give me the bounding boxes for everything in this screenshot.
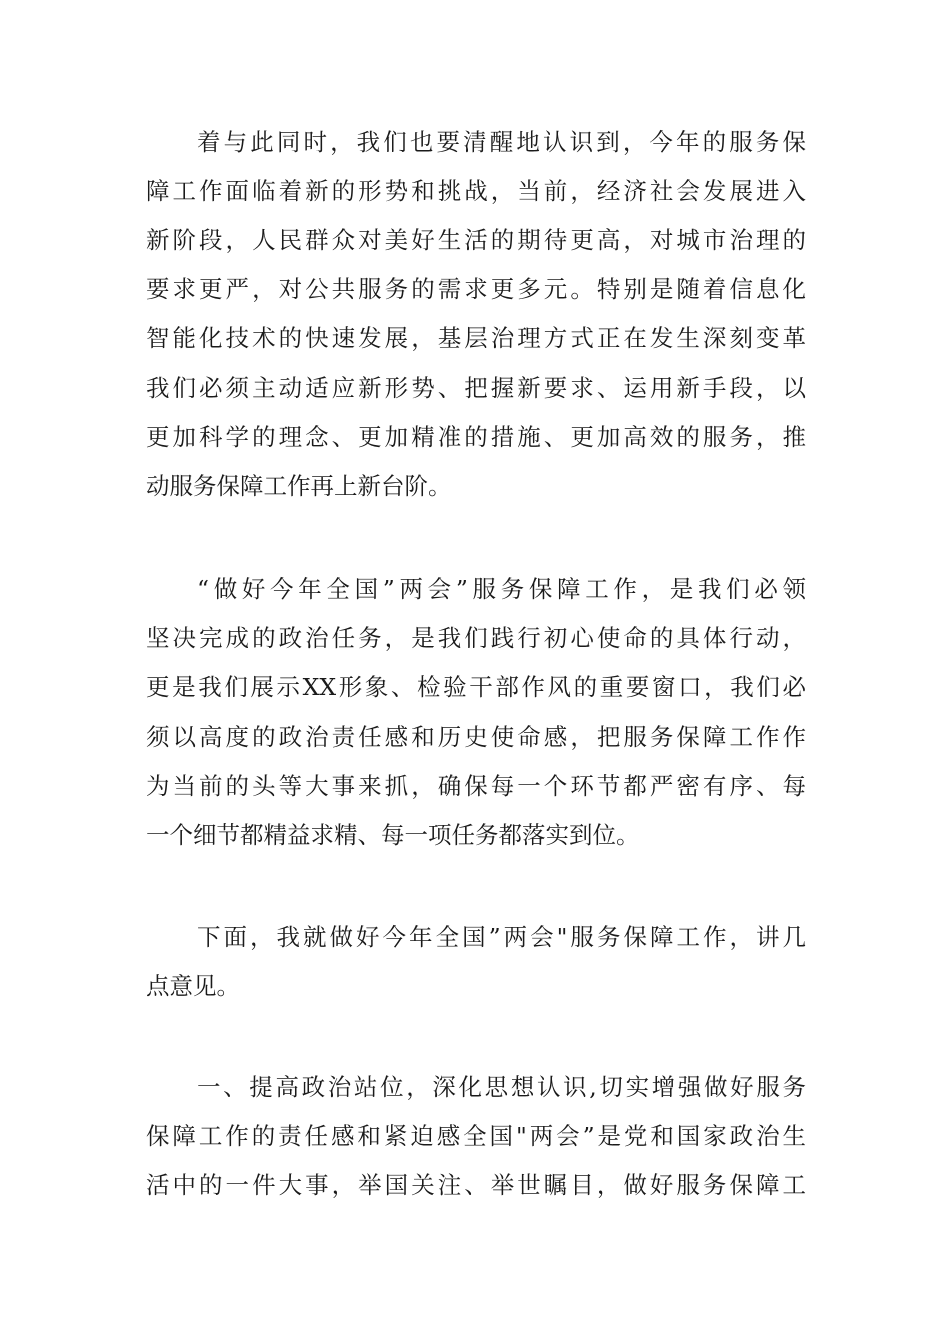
paragraph-3-line-2: 点意见。 [146,972,240,1000]
paragraph-2-line-6: 一个细节都精益求精、每一项任务都落实到位。 [146,821,640,849]
paragraph-2-line-3: 更是我们展示XX形象、检验干部作风的重要窗口，我们必 [146,673,806,701]
paragraph-1-line-5: 智能化技术的快速发展，基层治理方式正在发生深刻变革 [146,324,806,352]
paragraph-3-line-1: 下面，我就做好今年全国”两会"服务保障工作，讲几 [197,923,806,951]
paragraph-2-line-4: 须以高度的政治责任感和历史使命感，把服务保障工作作 [146,723,806,751]
paragraph-1-line-6: 我们必须主动适应新形势、把握新要求、运用新手段，以 [146,374,806,402]
paragraph-4-line-1: 一、提高政治站位，深化思想认识,切实增强做好服务 [197,1073,806,1101]
paragraph-4-line-2: 保障工作的责任感和紧迫感全国"两会”是党和国家政治生 [146,1122,806,1150]
paragraph-2-line-5: 为当前的头等大事来抓，确保每一个环节都严密有序、每 [146,772,806,800]
paragraph-1-line-4: 要求更严，对公共服务的需求更多元。特别是随着信息化 [146,275,806,303]
paragraph-2-line-1: “做好今年全国”两会”服务保障工作，是我们必领 [197,575,806,603]
paragraph-1-line-8: 动服务保障工作再上新台阶。 [146,472,452,500]
paragraph-1-line-1: 着与此同时，我们也要清醒地认识到，今年的服务保 [197,128,806,156]
paragraph-1-line-2: 障工作面临着新的形势和挑战，当前，经济社会发展进入 [146,177,806,205]
paragraph-1-line-7: 更加科学的理念、更加精准的措施、更加高效的服务，推 [146,423,806,451]
paragraph-2-line-2: 坚决完成的政治任务，是我们践行初心使命的具体行动， [146,624,806,652]
paragraph-1-line-3: 新阶段，人民群众对美好生活的期待更高，对城市治理的 [146,226,806,254]
paragraph-4-line-3: 活中的一件大事，举国关注、举世瞩目，做好服务保障工 [146,1171,806,1199]
